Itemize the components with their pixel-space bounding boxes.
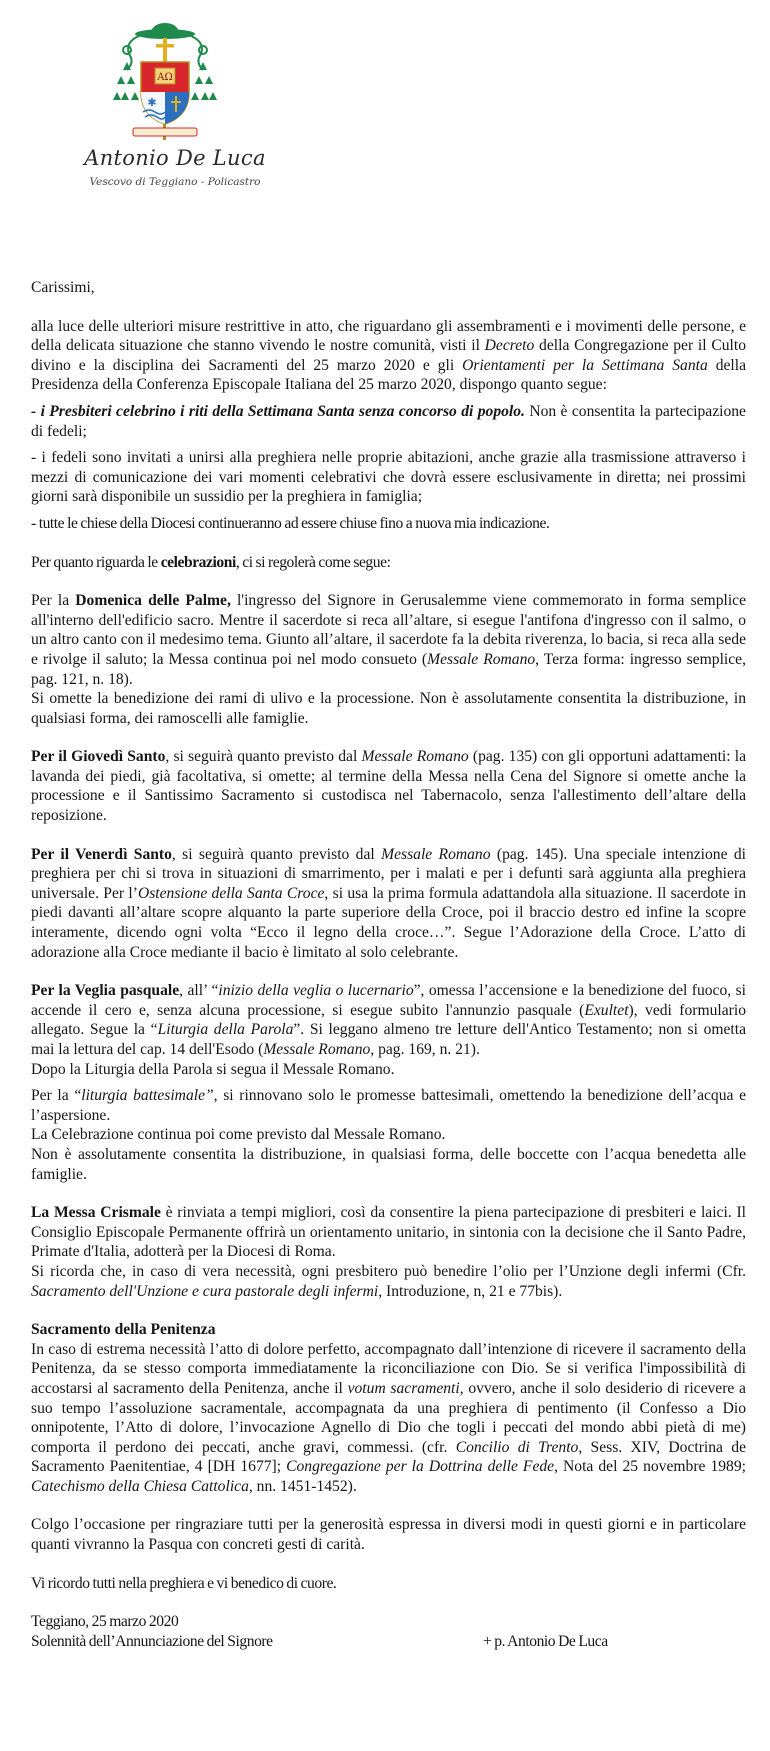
- easter-vigil-paragraph: Per la Veglia pasquale, all’ “inizio della veglia o lucernario”, omessa l’accensione e la benedizione del fuoco, si accende il cero e, senza alcuna processione, si esegue subito l'annunzio pasquale (Exultet), vedi formulario allegato. Segue la “Liturgia della Parola”. Si leggano almeno tre letture dell'Antico Testamento; non si ometta mai la lettura del cap. 14 dell'Esodo (Messale Romano, pag. 169, n. 21).: [31, 982, 747, 1058]
- disposition-1: - i Presbiteri celebrino i riti della Settimana Santa senza concorso di popolo. Non è consentita la partecipazione di fedeli;: [31, 402, 746, 440]
- intro-paragraph: alla luce delle ulteriori misure restrittive in atto, che riguardano gli assembramenti e i movimenti delle persone, e della delicata situazione che stanno vivendo le nostre comunità, visti il Decreto della Congregazione per il Culto divino e la disciplina dei Sacramenti del 25 marzo 2020 e gli Orientamenti per la Settimana Santa della Presidenza della Conferenza Episcopale Italiana del 25 marzo 2020, dispongo quanto segue:: [31, 317, 746, 394]
- closing-row: [31, 1632, 746, 1652]
- holy-thursday-paragraph: Per il Giovedì Santo, si seguirà quanto previsto dal Messale Romano (pag. 135) con gli opportuni adattamenti: la lavanda dei piedi, già facoltativa, si omette; al termine della Messa nella Cena del Signore si omette anche la processione e il Santissimo Sacramento si custodisca nel Tabernacolo, senza l'allestimento dell’altare della reposizione.: [31, 748, 747, 825]
- place-date: Teggiano, 25 marzo 2020: [31, 1613, 179, 1631]
- baptismal-liturgy-continue: La Celebrazione continua poi come previsto dal Messale Romano.: [31, 1126, 446, 1144]
- letterhead: [40, 14, 280, 214]
- good-friday-paragraph: Per il Venerdì Santo, si seguirà quanto previsto dal Messale Romano (pag. 145). Una speciale intenzione di preghiera per chi si trova in situazioni di smarrimento, per i malati e per i defunti sarà aggiunta alla preghiera universale. Per l’Ostensione della Santa Croce, si usa la prima formula adattandola alla situazione. Il sacerdote in piedi davanti all’altare scopre alquanto la parte superiore della Croce, poi il braccio destro ed infine la scopre interamente, dicendo ogni volta “Ecco il legno della croce…”. Segue l’Adorazione della Croce. L’atto di adorazione alla Croce mediante il bacio è limitato al solo celebrante.: [31, 845, 747, 961]
- palm-sunday-paragraph: Per la Domenica delle Palme, l'ingresso del Signore in Gerusalemme viene commemorato in forma semplice all'interno dell'edificio sacro. Mentre il sacerdote si reca all’altare, si esegue l'antifona d'ingresso con il salmo, o un altro canto con il medesimo tema. Giunto all’altare, il sacerdote fa la debita riverenza, lo bacia, si reca alla sede e rivolge il saluto; la Messa continua poi nel modo consueto (Messale Romano, Terza forma: ingresso semplice, pag. 121, n. 18).: [31, 592, 746, 688]
- palm-sunday-note: Si omette la benedizione dei rami di ulivo e la processione. Non è assolutamente consentita la distribuzione, in qualsiasi forma, dei ramoscelli alle famiglie.: [31, 690, 746, 727]
- celebrations-intro: Per quanto riguarda le celebrazioni, ci si regolerà come segue:: [31, 553, 391, 571]
- svg-text:AΩ: AΩ: [157, 72, 173, 83]
- letter-body: [31, 278, 746, 1651]
- bishop-name: Antonio De Luca: [84, 146, 266, 170]
- signature: + p. Antonio De Luca: [483, 1632, 608, 1650]
- disposition-2: - i fedeli sono invitati a unirsi alla preghiera nelle proprie abitazioni, anche grazie alla trasmissione attraverso i mezzi di comunicazione dei vari momenti celebrativi che dovrà essere esclusivamente in diretta; nei prossimi giorni sarà disponibile un sussidio per la preghiera in famiglia;: [31, 449, 746, 506]
- salutation: Carissimi,: [31, 279, 95, 296]
- feast-day: Solennità dell’Annunciazione del Signore: [31, 1632, 273, 1650]
- coat-of-arms-icon: [105, 20, 225, 150]
- disposition-3: - tutte le chiese della Diocesi continueranno ad essere chiuse fino a nuova mia indicazione.: [31, 514, 550, 532]
- bishop-title: Vescovo di Teggiano - Policastro: [89, 176, 261, 188]
- baptismal-liturgy-note: Non è assolutamente consentita la distribuzione, in qualsiasi forma, delle boccette con l’acqua benedetta alle famiglie.: [31, 1145, 746, 1183]
- svg-text:✱: ✱: [147, 96, 157, 109]
- thanks-paragraph: Colgo l’occasione per ringraziare tutti per la generosità espressa in diversi modi in questi giorni e in particolare quanti vivranno la Pasqua con concreti gesti di carità.: [31, 1516, 746, 1554]
- penance-paragraph: In caso di estrema necessità l’atto di dolore perfetto, accompagnato dall’intenzione di ricevere il sacramento della Penitenza, da se stesso comporta immediatamente la riconciliazione con Dio. Se si verifica l'impossibilità di accostarsi al sacramento della Penitenza, anche il votum sacramenti, ovvero, anche il solo desiderio di ricevere a suo tempo l’assoluzione sacramentale, accompagnata da una preghiera di pentimento (il Confesso a Dio onnipotente, l’Atto di dolore, l’invocazione Agnello di Dio che togli i peccati del mondo abbi pietà di me) comporta il perdono dei peccati, anche gravi, commessi. (cfr. Concilio di Trento, Sess. XIV, Doctrina de Sacramento Paenitentiae, 4 [DH 1677]; Congregazione per la Dottrina delle Fede, Nota del 25 novembre 1989; Catechismo della Chiesa Cattolica, nn. 1451-1452).: [31, 1340, 746, 1495]
- penance-heading: Sacramento della Penitenza: [31, 1321, 216, 1339]
- blessing: Vi ricordo tutti nella preghiera e vi benedico di cuore.: [31, 1574, 337, 1592]
- easter-vigil-note: Dopo la Liturgia della Parola si segua il Messale Romano.: [31, 1060, 395, 1078]
- baptismal-liturgy-paragraph: Per la “liturgia battesimale”, si rinnovano solo le promesse battesimali, omettendo la benedizione dell’acqua e l’aspersione.: [31, 1087, 746, 1124]
- chrism-oil-note: Si ricorda che, in caso di vera necessità, ogni presbitero può benedire l’olio per l’Unzione degli infermi (Cfr. Sacramento dell'Unzione e cura pastorale degli infermi, Introduzione, n, 21 e 77bis).: [31, 1262, 746, 1300]
- chrism-mass-paragraph: La Messa Crismale è rinviata a tempi migliori, così da consentire la piena partecipazione di presbiteri e laici. Il Consiglio Episcopale Permanente offrirà un orientamento unitario, in sintonia con la decisione che il Santo Padre, Primate d'Italia, adotterà per la Diocesi di Roma.: [31, 1204, 746, 1261]
